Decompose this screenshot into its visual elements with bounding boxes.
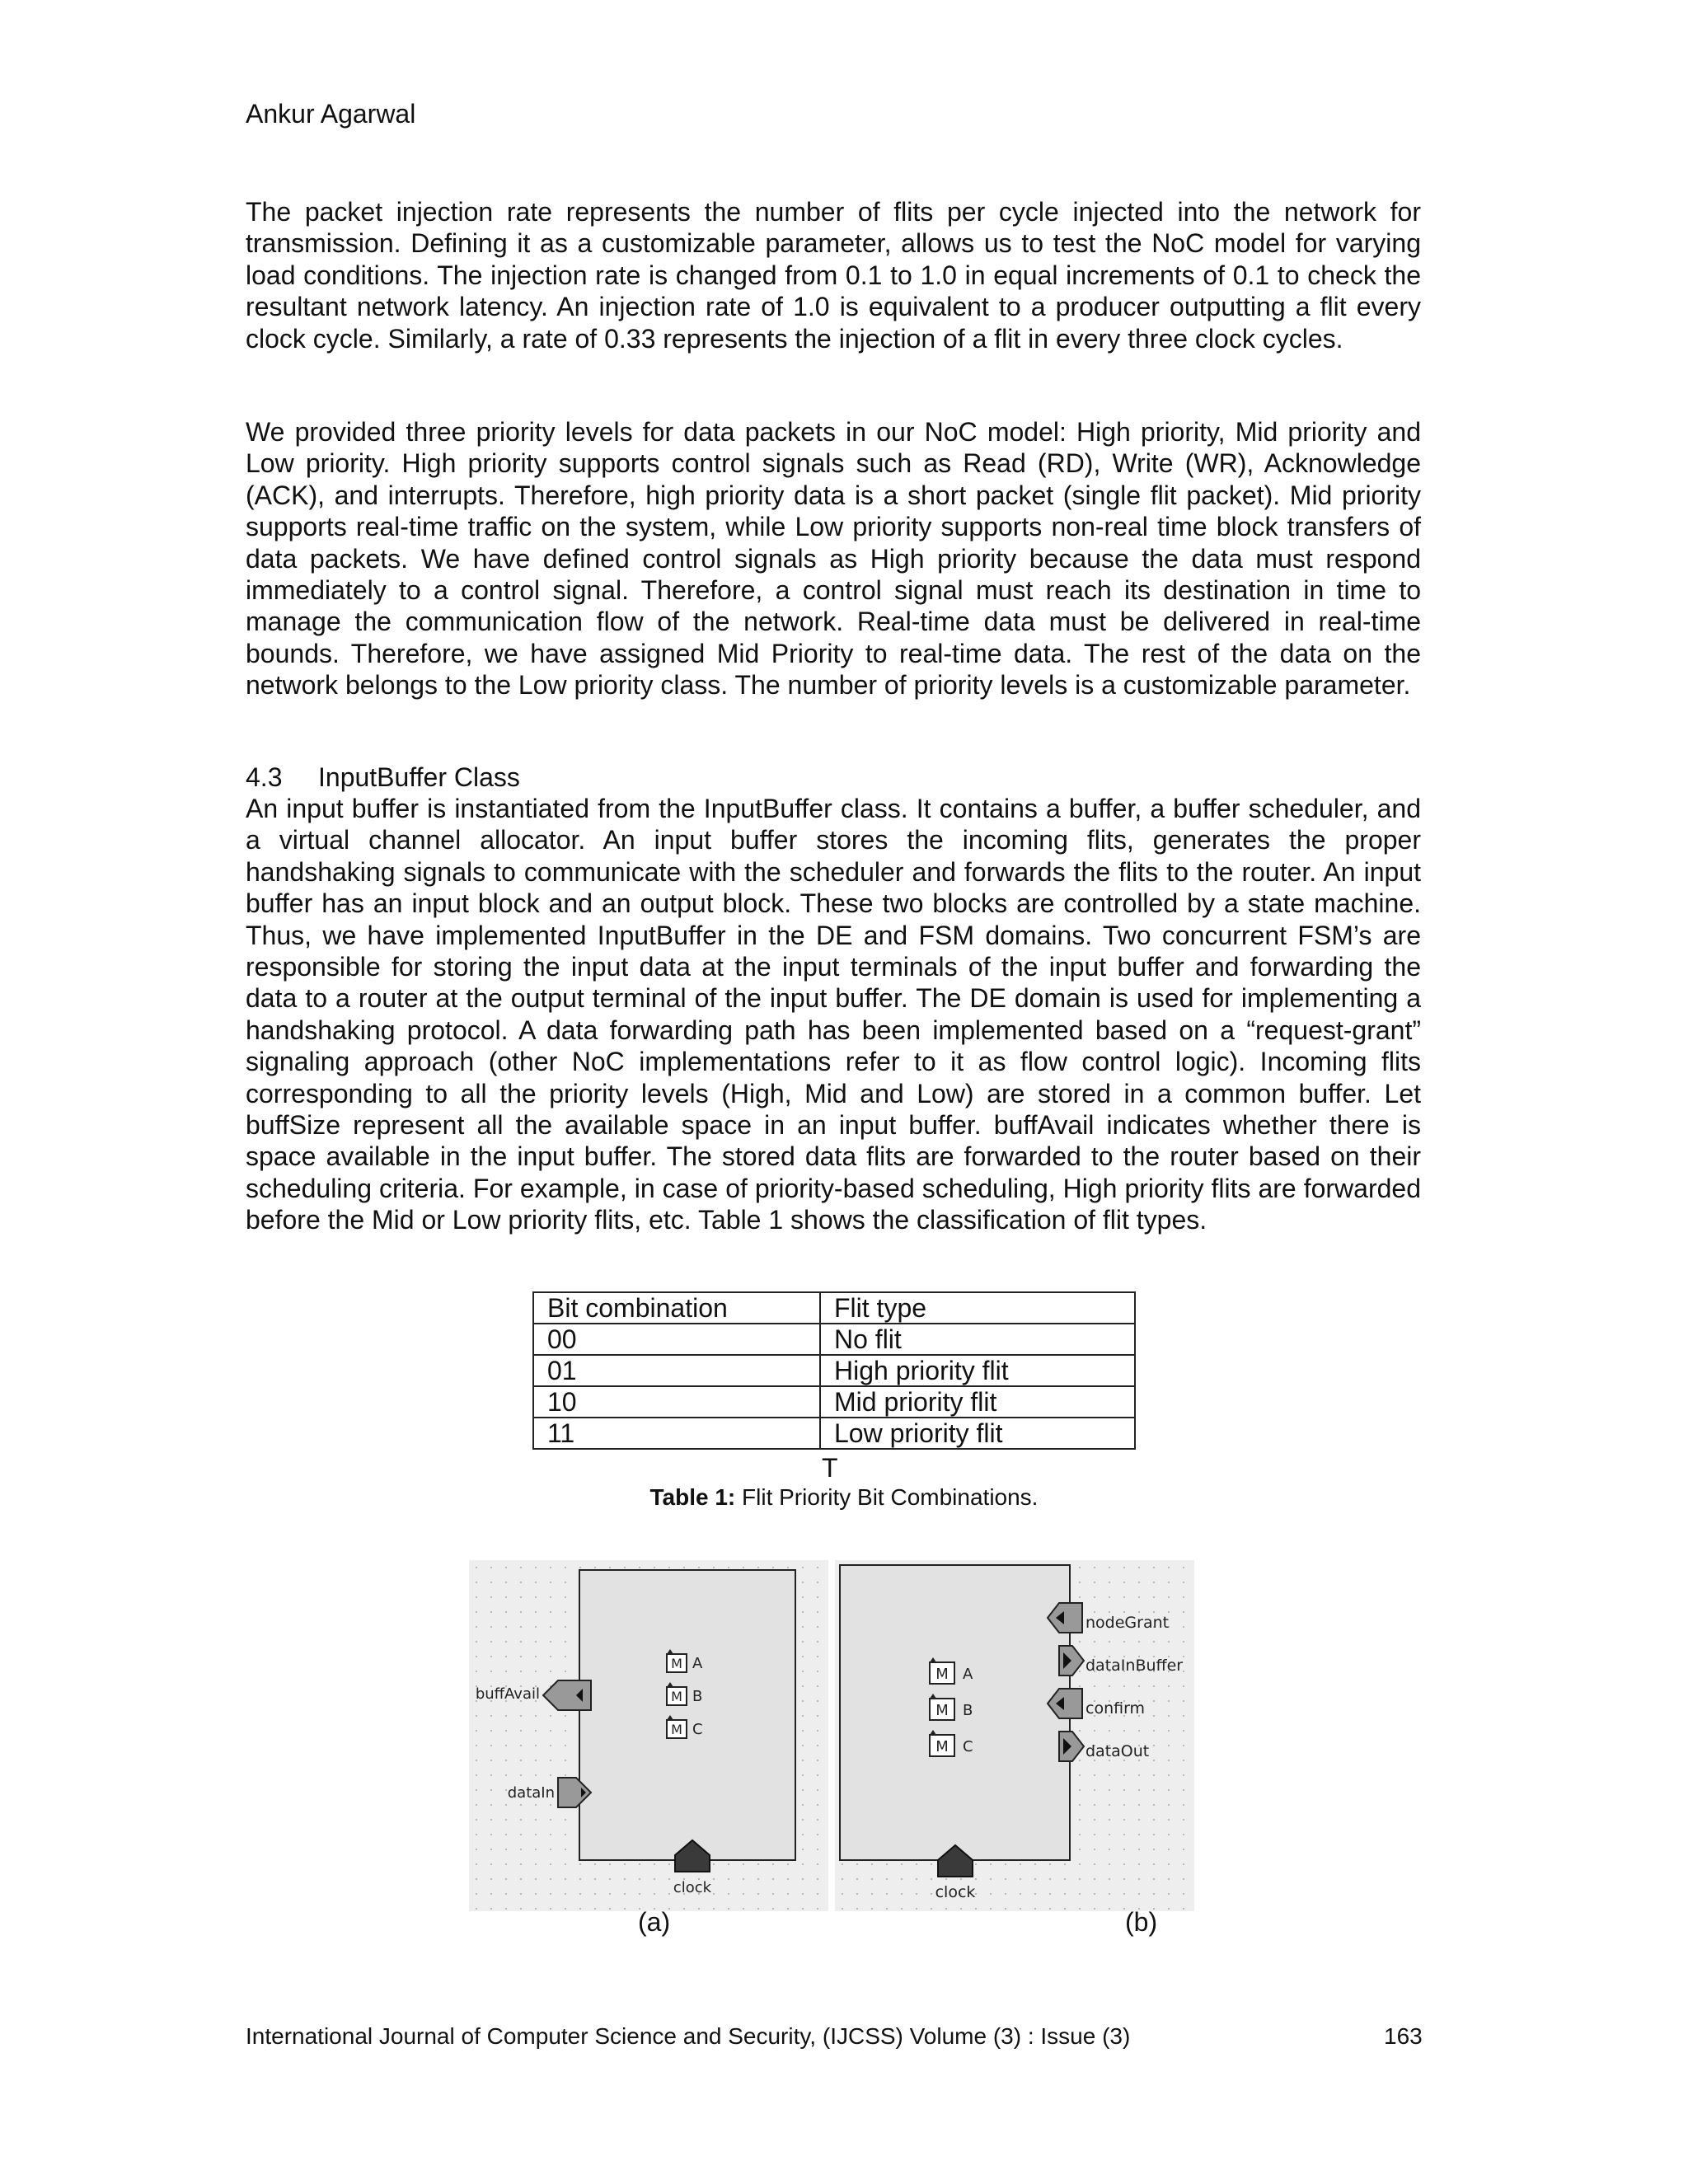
page-number: 163: [1384, 2023, 1423, 2049]
port-label: dataInBuffer: [1085, 1657, 1184, 1675]
table-cell: Mid priority flit: [820, 1386, 1135, 1418]
port-label: nodeGrant: [1085, 1614, 1170, 1632]
section-heading: [246, 762, 520, 793]
table-caption-text: Flit Priority Bit Combinations.: [735, 1484, 1039, 1510]
port-label: clock: [935, 1883, 976, 1901]
figure-a: [469, 1560, 828, 1911]
table-stray-mark: T: [822, 1453, 838, 1483]
table-cell: High priority flit: [820, 1355, 1135, 1386]
table-cell: No flit: [820, 1324, 1135, 1355]
state-label: A: [963, 1666, 973, 1683]
state-label: B: [963, 1702, 973, 1719]
table-row: [533, 1355, 1135, 1386]
table-cell: Low priority flit: [820, 1418, 1135, 1449]
table-cell: Flit type: [820, 1292, 1135, 1324]
table-cell: Bit combination: [533, 1292, 820, 1324]
table-caption-label: Table 1:: [649, 1484, 736, 1510]
flit-priority-table: [532, 1291, 1136, 1450]
actor-block: [579, 1570, 795, 1860]
paragraph-input-buffer: An input buffer is instantiated from the InputBuffer class. It contains a buffer, a buffer scheduler, and a virtual channel allocator. An input buffer stores the incoming flits, generates the proper handshaking signals to communicate with the scheduler and forwards the flits to the router. An input buffer has an input block and an output block. These two blocks are controlled by a state machine. Thus, we have implemented InputBuffer in the DE and FSM domains. Two concurrent FSM’s are responsible for storing the input data at the input terminals of the input buffer and forwarding the data to a router at the output terminal of the input buffer. The DE domain is used for implementing a handshaking protocol. A data forwarding path has been implemented based on a “request-grant” signaling approach (other NoC implementations refer to it as flow control logic). Incoming flits corresponding to all the priority levels (High, Mid and Low) are stored in a common buffer. Let buffSize represent all the available space in an input buffer. buffAvail indicates whether there is space available in the input buffer. The stored data flits are forwarded to the router based on their scheduling criteria. For example, in case of priority-based scheduling, High priority flits are forwarded before the Mid or Low priority flits, etc. Table 1 shows the classification of flit types.: [246, 794, 1421, 1235]
section-number: 4.3: [246, 762, 283, 792]
m-icon-label: M: [935, 1666, 949, 1683]
table-header-row: [533, 1292, 1135, 1324]
state-label: C: [692, 1721, 703, 1738]
m-icon-label: M: [935, 1702, 949, 1719]
m-icon-label: M: [671, 1689, 682, 1704]
port-label: clock: [673, 1879, 712, 1896]
journal-footer: International Journal of Computer Science and Security, (IJCSS) Volume (3) : Issue (3): [246, 2023, 1131, 2049]
table-cell: 10: [533, 1386, 820, 1418]
paragraph-injection-rate: The packet injection rate represents the number of flits per cycle injected into the network for transmission. Defining it as a customizable parameter, allows us to test the NoC model for varying load conditions. The injection rate is changed from 0.1 to 1.0 in equal increments of 0.1 to check the resultant network latency. An injection rate of 1.0 is equivalent to a producer outputting a flit every clock cycle. Similarly, a rate of 0.33 represents the injection of a flit in every three clock cycles.: [246, 197, 1421, 354]
table-row: [533, 1386, 1135, 1418]
m-icon-label: M: [671, 1656, 682, 1671]
state-label: B: [692, 1688, 703, 1705]
state-label: C: [963, 1738, 973, 1755]
port-label: confirm: [1085, 1699, 1146, 1718]
section-title: InputBuffer Class: [318, 762, 520, 792]
port-label: dataIn: [507, 1784, 555, 1802]
figure-label-a: (a): [638, 1907, 671, 1937]
port-label: buffAvail: [475, 1685, 540, 1703]
table-cell: 01: [533, 1355, 820, 1386]
table-cell: 00: [533, 1324, 820, 1355]
port-label: dataOut: [1085, 1742, 1150, 1760]
table-cell: 11: [533, 1418, 820, 1449]
state-label: A: [692, 1655, 703, 1672]
running-header: Ankur Agarwal: [246, 99, 416, 129]
table-row: [533, 1418, 1135, 1449]
figure-b: [835, 1560, 1194, 1911]
paragraph-priority-levels: We provided three priority levels for data packets in our NoC model: High priority, Mid priority and Low priority. High priority supports control signals such as Read (RD), Write (WR), Acknowledge (ACK), and interrupts. Therefore, high priority data is a short packet (single flit packet). Mid priority supports real-time traffic on the system, while Low priority supports non-real time block transfers of data packets. We have defined control signals as High priority because the data must respond immediately to a control signal. Therefore, a control signal must reach its destination in time to manage the communication flow of the network. Real-time data must be delivered in real-time bounds. Therefore, we have assigned Mid Priority to real-time data. The rest of the data on the network belongs to the Low priority class. The number of priority levels is a customizable parameter.: [246, 417, 1421, 701]
m-icon-label: M: [935, 1738, 949, 1755]
table-row: [533, 1324, 1135, 1355]
table-caption: [0, 1484, 1688, 1511]
m-icon-label: M: [671, 1722, 682, 1737]
figure-label-b: (b): [1125, 1907, 1158, 1937]
